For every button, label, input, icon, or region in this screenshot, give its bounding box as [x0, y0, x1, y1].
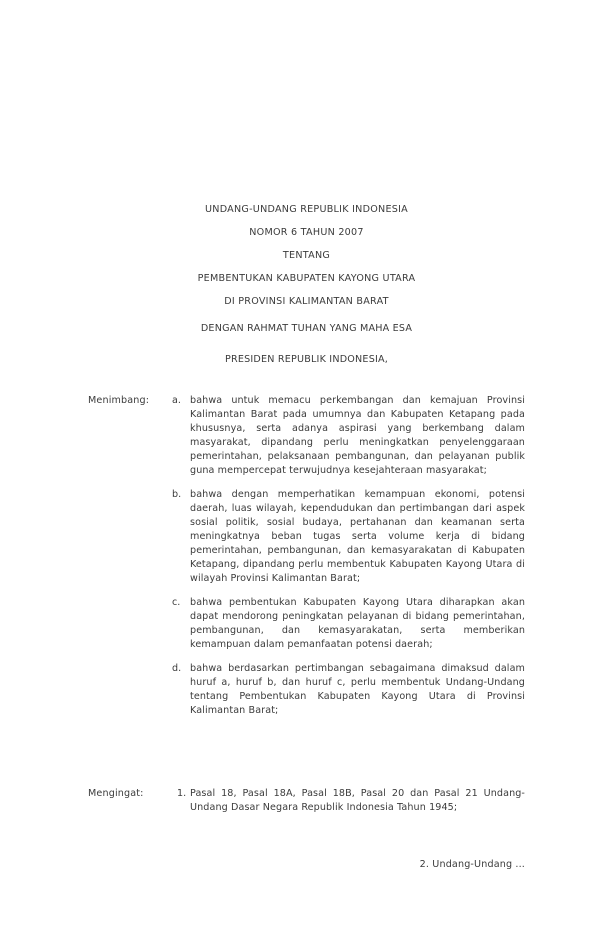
- menimbang-item-d: [88, 662, 525, 718]
- title-line-act-name: UNDANG-UNDANG REPUBLIK INDONESIA: [205, 204, 408, 215]
- title-line-tentang: TENTANG: [282, 250, 331, 261]
- menimbang-section: [88, 394, 525, 718]
- menimbang-text-c: bahwa pembentukan Kabupaten Kayong Utara diharapkan akan dapat mendorong peningkatan pelayanan di bidang pemerintahan, pembangunan, dan kemasyarakatan, serta memberikan kemampuan dalam pemanfaatan potensi daerah;: [190, 597, 525, 650]
- menimbang-item-a: [88, 394, 525, 478]
- preamble-president: PRESIDEN REPUBLIK INDONESIA,: [224, 354, 389, 365]
- menimbang-marker-b: b.: [172, 489, 182, 500]
- menimbang-item-c: [88, 596, 525, 652]
- mengingat-item-1: [88, 787, 525, 815]
- menimbang-label: Menimbang:: [88, 395, 150, 406]
- mengingat-marker-1: 1.: [177, 788, 187, 799]
- menimbang-text-d: bahwa berdasarkan pertimbangan sebagaimana dimaksud dalam huruf a, huruf b, dan huruf c, perlu membentuk Undang-Undang tentang Pembentukan Kabupaten Kayong Utara di Provinsi Kalimantan Barat;: [190, 663, 525, 716]
- mengingat-text-1: Pasal 18, Pasal 18A, Pasal 18B, Pasal 20 dan Pasal 21 Undang-Undang Dasar Negara Republik Indonesia Tahun 1945;: [190, 788, 525, 813]
- menimbang-marker-a: a.: [172, 395, 181, 406]
- menimbang-item-b: [88, 488, 525, 586]
- menimbang-marker-c: c.: [172, 597, 181, 608]
- title-line-province: DI PROVINSI KALIMANTAN BARAT: [224, 296, 389, 307]
- title-line-subject: PEMBENTUKAN KABUPATEN KAYONG UTARA: [197, 273, 416, 284]
- menimbang-text-a: bahwa untuk memacu perkembangan dan kemajuan Provinsi Kalimantan Barat pada umumnya dan Kabupaten Ketapang pada khususnya, serta adanya aspirasi yang berkembang dalam masyarakat, dipandang perlu meningkatkan penyelenggaraan pemerintahan, pelaksanaan pembangunan, dan pelayanan publik guna mempercepat terwujudnya kesejahteraan masyarakat;: [190, 395, 525, 476]
- menimbang-marker-d: d.: [172, 663, 182, 674]
- preamble-blessing: DENGAN RAHMAT TUHAN YANG MAHA ESA: [200, 323, 413, 334]
- mengingat-section: [88, 787, 525, 815]
- preamble-block: [88, 322, 525, 367]
- mengingat-label: Mengingat:: [88, 788, 144, 799]
- menimbang-text-b: bahwa dengan memperhatikan kemampuan ekonomi, potensi daerah, luas wilayah, kependudukan dan pertimbangan dari aspek sosial politik, sosial budaya, pertahanan dan keamanan serta meningkatnya beban tugas serta volume kerja di bidang pemerintahan, pembangunan, dan kemasyarakatan di Kabupaten Ketapang, dipandang perlu membentuk Kabupaten Kayong Utara di wilayah Provinsi Kalimantan Barat;: [190, 489, 525, 584]
- document-title-block: [88, 198, 525, 313]
- title-line-number: NOMOR 6 TAHUN 2007: [249, 227, 364, 238]
- page-continuation-note: 2. Undang-Undang ...: [419, 859, 525, 870]
